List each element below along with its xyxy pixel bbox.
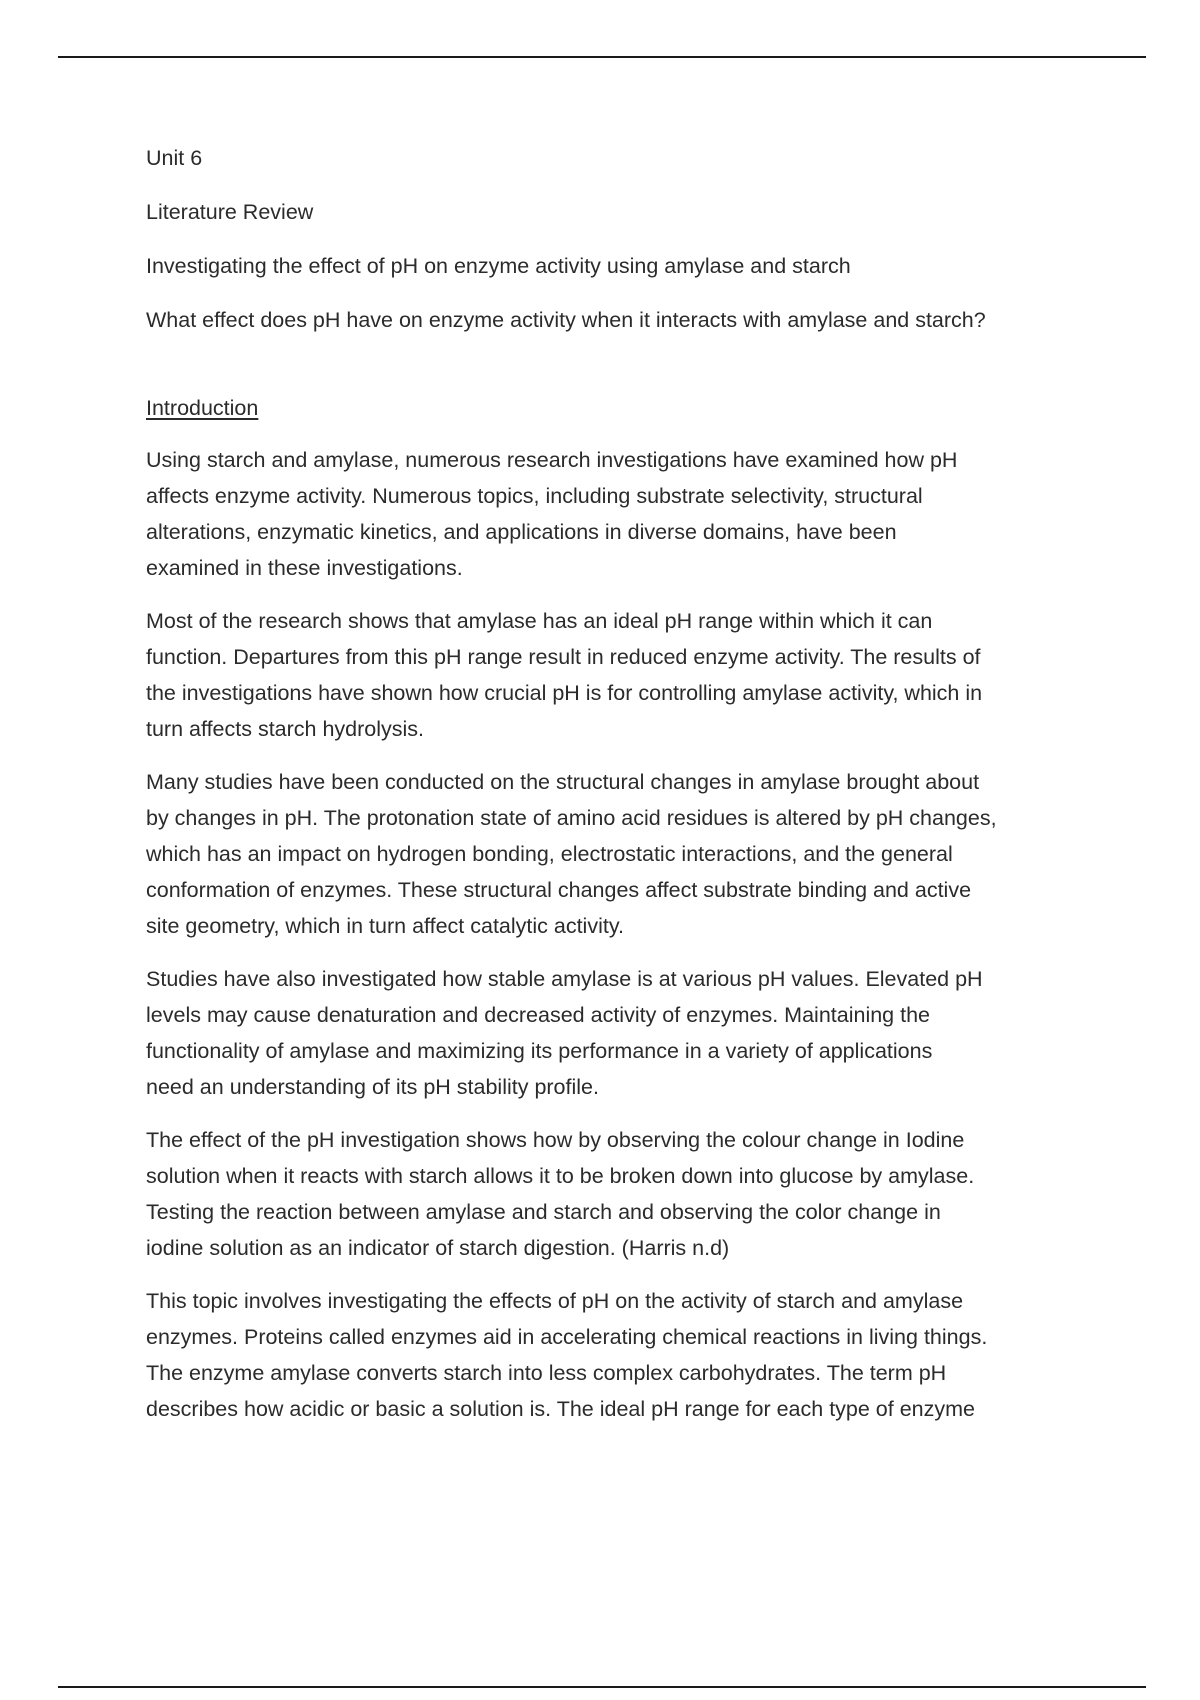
paragraph-line: turn affects starch hydrolysis.	[146, 717, 425, 741]
paragraph-line: This topic involves investigating the effects of pH on the activity of starch and amylase	[146, 1289, 964, 1313]
paragraph-line: levels may cause denaturation and decreased activity of enzymes. Maintaining the	[146, 1003, 930, 1027]
paragraph	[146, 603, 1106, 747]
paragraph-line: describes how acidic or basic a solution is. The ideal pH range for each type of enzyme	[146, 1397, 975, 1421]
paragraph-line: Using starch and amylase, numerous research investigations have examined how pH	[146, 448, 958, 472]
paragraph-line: which has an impact on hydrogen bonding, electrostatic interactions, and the general	[146, 842, 953, 866]
paragraph-line: Studies have also investigated how stable amylase is at various pH values. Elevated pH	[146, 967, 983, 991]
section-heading-introduction: Introduction	[146, 396, 259, 420]
paragraph	[146, 442, 1106, 586]
paragraph	[146, 764, 1106, 944]
paragraph	[146, 1283, 1106, 1427]
research-question: What effect does pH have on enzyme activity when it interacts with amylase and starch?	[146, 308, 986, 332]
paragraph-line: Many studies have been conducted on the structural changes in amylase brought about	[146, 770, 980, 794]
paragraph-line: site geometry, which in turn affect catalytic activity.	[146, 914, 624, 938]
paragraph-line: the investigations have shown how crucial pH is for controlling amylase activity, which in	[146, 681, 983, 705]
paragraph	[146, 961, 1106, 1105]
paragraph-line: alterations, enzymatic kinetics, and applications in diverse domains, have been	[146, 520, 897, 544]
footer-rule	[58, 1686, 1146, 1688]
paragraph-line: Most of the research shows that amylase has an ideal pH range within which it can	[146, 609, 933, 633]
paragraph-line: need an understanding of its pH stability profile.	[146, 1075, 599, 1099]
paragraph-line: enzymes. Proteins called enzymes aid in accelerating chemical reactions in living things.	[146, 1325, 988, 1349]
header-rule	[58, 56, 1146, 58]
document-body	[146, 140, 1106, 1444]
paragraph	[146, 1122, 1106, 1266]
paragraph-line: functionality of amylase and maximizing its performance in a variety of applications	[146, 1039, 933, 1063]
document-type: Literature Review	[146, 200, 314, 224]
paragraph-line: function. Departures from this pH range result in reduced enzyme activity. The results of	[146, 645, 981, 669]
document-title: Investigating the effect of pH on enzyme activity using amylase and starch	[146, 254, 851, 278]
paragraph-line: conformation of enzymes. These structural changes affect substrate binding and active	[146, 878, 972, 902]
paragraph-line: The effect of the pH investigation shows how by observing the colour change in Iodine	[146, 1128, 965, 1152]
paragraph-line: iodine solution as an indicator of starch digestion. (Harris n.d)	[146, 1236, 730, 1260]
paragraph-line: examined in these investigations.	[146, 556, 463, 580]
paragraph-line: The enzyme amylase converts starch into less complex carbohydrates. The term pH	[146, 1361, 947, 1385]
paragraph-line: solution when it reacts with starch allows it to be broken down into glucose by amylase.	[146, 1164, 975, 1188]
paragraph-line: Testing the reaction between amylase and starch and observing the color change in	[146, 1200, 941, 1224]
unit-label: Unit 6	[146, 146, 203, 170]
paragraph-line: affects enzyme activity. Numerous topics, including substrate selectivity, structural	[146, 484, 923, 508]
paragraph-line: by changes in pH. The protonation state of amino acid residues is altered by pH changes,	[146, 806, 997, 830]
